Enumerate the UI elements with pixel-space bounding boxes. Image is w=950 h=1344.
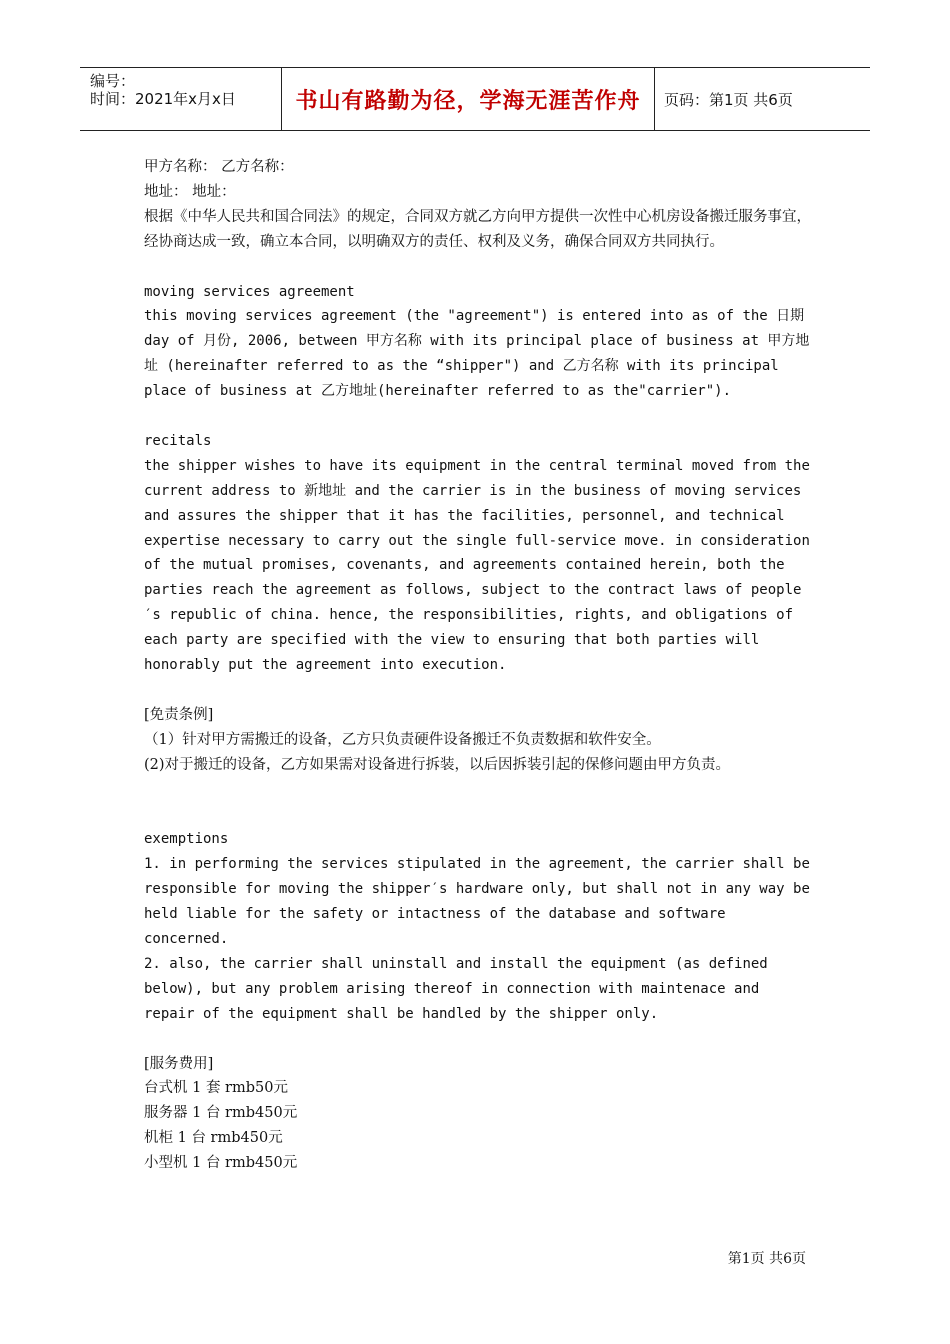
fee-item: 机柜 1 台 rmb450元 <box>144 1130 283 1147</box>
intro-cn: 根据《中华人民共和国合同法》的规定，合同双方就乙方向甲方提供一次性中心机房设备搬迁服务事宜，经协商达成一致，确立本合同，以明确双方的责任、权利及义务，确保合同双方共同执行。 <box>144 208 811 250</box>
document-body <box>144 155 814 1176</box>
fees-heading: [服务费用] <box>144 1055 214 1072</box>
header-page-cell <box>654 68 870 130</box>
recitals-text: the shipper wishes to have its equipment in the central terminal moved from the current address to 新地址 and the carrier is in the business of moving services and assures the shipper that it has the facilities, personnel, and technical expertise necessary to carry out the single full-service move. in consideration of the mutual promises, covenants, and agreements contained herein, both the parties reach the agreement as follows, subject to the contract laws of people ′s republic of china. hence, the responsibilities, rights, and obligations of each party are specified with the view to ensuring that both parties will honorably put the agreement into execution. <box>144 457 810 674</box>
party-names: 甲方名称： 乙方名称： <box>144 159 294 175</box>
exemption-cn-2: (2)对于搬迁的设备，乙方如果需对设备进行拆装，以后因拆装引起的保修问题由甲方负责。 <box>144 756 731 773</box>
fee-item: 服务器 1 台 rmb450元 <box>144 1105 298 1122</box>
intro-en: this moving services agreement (the "agreement") is entered into as of the 日期 day of 月份, 2006, between 甲方名称 with its principal place of business at 甲方地址 (hereinafter referred to as the “shipper") and 乙方名称 with its principal place of business at 乙方地址(hereinafter referred to as the"carrier"). <box>144 308 810 400</box>
recitals-heading: recitals <box>144 432 212 449</box>
exemption-cn-1: （1）针对甲方需搬迁的设备，乙方只负责硬件设备搬迁不负责数据和软件安全。 <box>144 731 661 748</box>
title-en: moving services agreement <box>144 283 355 300</box>
page-info: 页码：第1页 共6页 <box>664 90 793 109</box>
exemption-en-2: 2. also, the carrier shall uninstall and install the equipment (as defined below), but any problem arising thereof in connection with maintenace and repair of the equipment shall be handled by the shipper only. <box>144 955 768 1022</box>
page-footer: 第1页 共6页 <box>727 1251 806 1267</box>
page-header <box>80 67 870 131</box>
exemption-en-1: 1. in performing the services stipulated in the agreement, the carrier shall be responsible for moving the shipper′s hardware only, but shall not in any way be held liable for the safety or intactness of the database and software concerned. <box>144 856 810 948</box>
fee-item: 台式机 1 套 rmb50元 <box>144 1080 288 1097</box>
address-line: 地址： 地址： <box>144 183 236 200</box>
motto: 书山有路勤为径，学海无涯苦作舟 <box>295 88 641 114</box>
date-line: 时间：2021年x月x日 <box>90 90 236 108</box>
exemption-heading-cn: [免责条例] <box>144 706 214 723</box>
header-meta <box>80 68 280 130</box>
fee-item: 小型机 1 台 rmb450元 <box>144 1155 298 1172</box>
serial-label: 编号： <box>90 72 136 90</box>
exemptions-heading-en: exemptions <box>144 831 229 848</box>
header-motto-cell <box>281 68 655 130</box>
